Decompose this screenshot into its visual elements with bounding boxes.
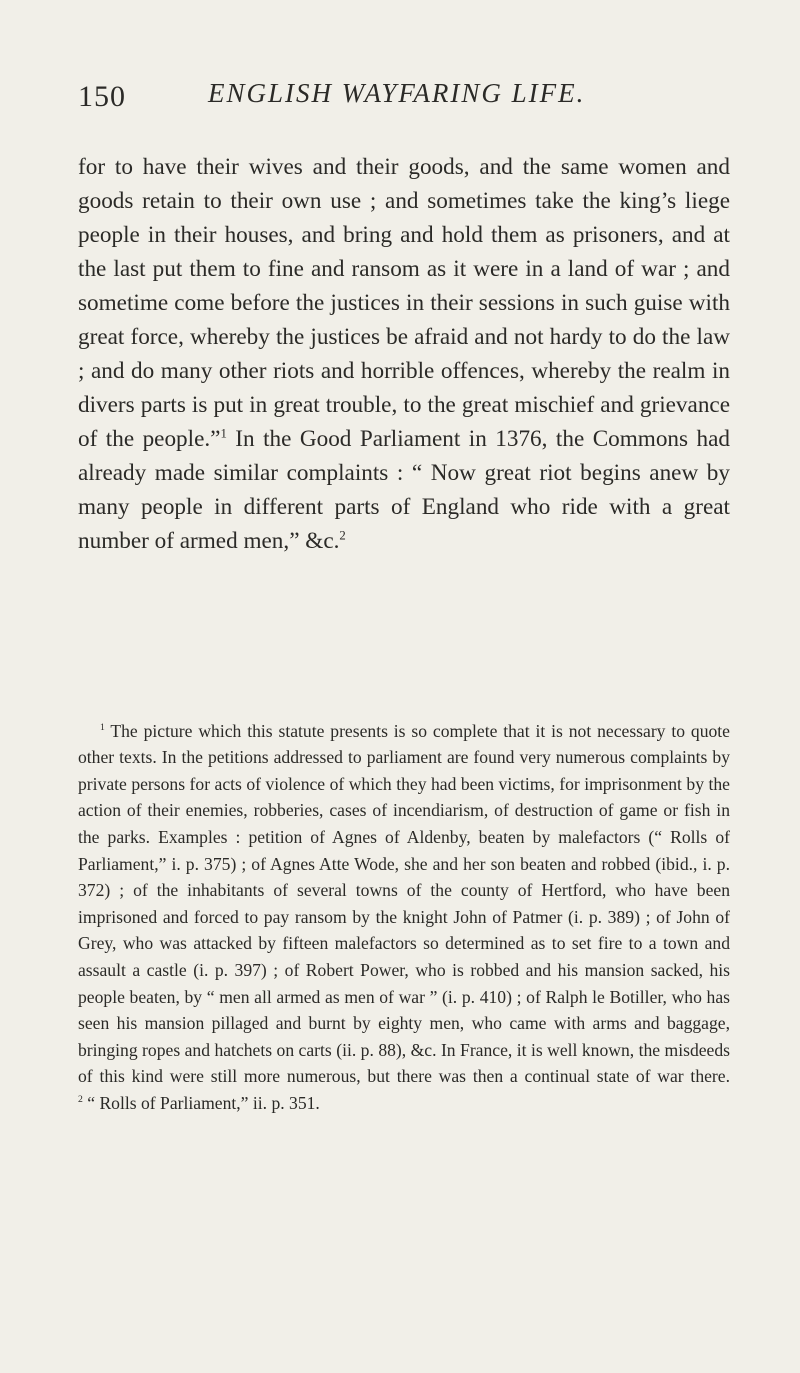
body-text-part-2: In the Good Parliament in 1376, the Commons had already made similar complaints : “ Now great riot begins anew by many people in different parts of England who ride with a great number of armed men,” &c. [78, 426, 730, 555]
footnote-marker-2: 2 [78, 1094, 83, 1106]
footnote-2 [78, 1093, 320, 1113]
running-title: ENGLISH WAYFARING LIFE. [208, 78, 586, 108]
footnote-2-text: “ Rolls of Parliament,” ii. p. 351. [82, 1092, 320, 1113]
footnotes [78, 718, 730, 1117]
footnote-reference-1: 1 [220, 426, 227, 441]
footnote-marker-1: 1 [100, 721, 105, 733]
running-head [78, 72, 728, 112]
page-number: 150 [78, 80, 126, 113]
footnote-1-text: The picture which this statute presents is so complete that it is not necessary to quote other texts. In the petitions addressed to parliament are found very numerous complaints by private persons for acts of violence of which they had been victims, for imprisonment by the action of their enemies, robberies, cases of incendiarism, of destruction of game or fish in the parks. Examples : petition of Agnes of Aldenby, beaten by malefactors (“ Rolls of Parliament,” i. p. 375) ; of Agnes Atte Wode, she and her son beaten and robbed (ibid., i. p. 372) ; of the inhabitants of several towns of the county of Hertford, who have been imprisoned and forced to pay ransom by the knight John of Patmer (i. p. 389) ; of John of Grey, who was attacked by fifteen malefactors so determined as to set fire to a town and assault a castle (i. p. 397) ; of Robert Power, who is robbed and his mansion sacked, his people beaten, by “ men all armed as men of war ” (i. p. 410) ; of Ralph le Botiller, who has seen his mansion pillaged and burnt by eighty men, who came with arms and baggage, bringing ropes and hatchets on carts (ii. p. 88), &c. In France, it is well known, the misdeeds of this kind were still more numerous, but there was then a continual state of war there. [78, 720, 730, 1087]
footnote-reference-2: 2 [339, 528, 346, 543]
body-paragraph [78, 150, 730, 558]
body-text-part-1: for to have their wives and their goods, and the same women and goods retain to their own use ; and sometimes take the king’s liege people in their houses, and bring and hold them as prisoners, and at the last put them to fine and ransom as it were in a land of war ; and sometime come before the justices in their sessions in such guise with great force, whereby the justices be afraid and not hardy to do the law ; and do many other riots and horrible offences, whereby the realm in divers parts is put in great trouble, to the great mischief and grievance of the people.” [78, 154, 730, 453]
